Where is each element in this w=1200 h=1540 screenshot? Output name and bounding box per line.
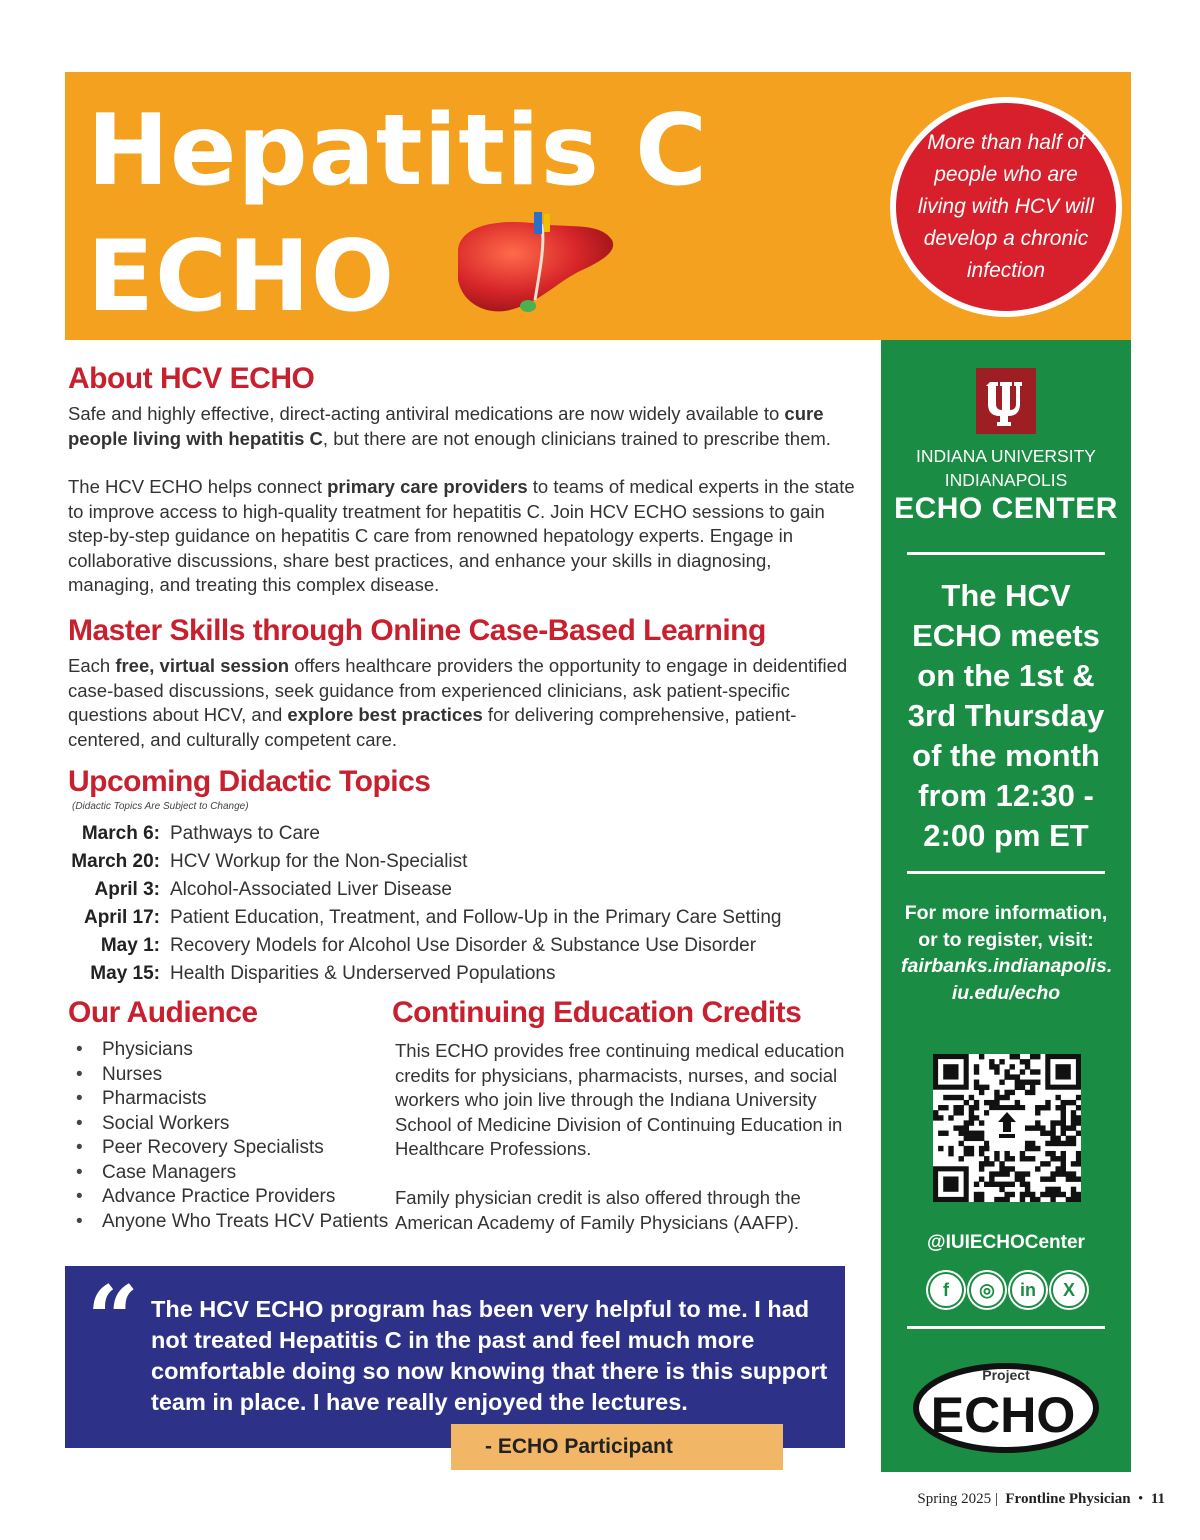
- svg-text:ECHO: ECHO: [930, 1387, 1076, 1443]
- divider: [907, 1326, 1105, 1329]
- linkedin-icon[interactable]: in: [1010, 1272, 1046, 1308]
- register-link[interactable]: fairbanks.indianapolis. iu.edu/echo: [901, 955, 1113, 1004]
- social-handle: @IUIECHOCenter: [927, 1232, 1085, 1253]
- instagram-icon[interactable]: ◎: [969, 1272, 1005, 1308]
- page-footer: Spring 2025 | Frontline Physician • 11: [917, 1491, 1165, 1507]
- quote-mark-icon: “: [87, 1266, 139, 1372]
- topic-date: March 20:: [71, 851, 160, 872]
- topic-text: HCV Workup for the Non-Specialist: [170, 851, 468, 872]
- topic-date: May 15:: [90, 963, 160, 984]
- social-links: [928, 1272, 1087, 1308]
- ce-paragraph-2: Family physician credit is also offered through the American Academy of Family Physicians (AAFP).: [395, 1187, 801, 1233]
- topic-text: Health Disparities & Underserved Populations: [170, 963, 556, 984]
- topic-date: March 6:: [81, 823, 160, 844]
- title-line-1: Hepatitis C: [87, 94, 709, 208]
- list-item: • Anyone Who Treats HCV Patients: [76, 1210, 389, 1232]
- divider: [907, 871, 1105, 874]
- list-item: • Physicians: [76, 1039, 193, 1060]
- header-banner: [65, 72, 1131, 340]
- liver-icon: [450, 210, 620, 320]
- list-item: • Nurses: [76, 1063, 163, 1085]
- topic-date: April 17:: [83, 907, 160, 928]
- topic-row: [68, 876, 858, 904]
- divider: [907, 552, 1105, 555]
- list-item: • Case Managers: [76, 1161, 237, 1183]
- topic-text: Patient Education, Treatment, and Follow-Up in the Primary Care Setting: [170, 907, 782, 928]
- echo-center-label: ECHO CENTER: [894, 492, 1118, 525]
- sidebar: [881, 340, 1131, 1472]
- topic-date: April 3:: [94, 879, 160, 900]
- ce-paragraph-1: This ECHO provides free continuing medical education credits for physicians, pharmacists, nurses, and social workers who join live through the Indiana University School of Medicine Division of Continuing Education in Healthcare Professions.: [395, 1040, 845, 1159]
- svg-text:Project: Project: [982, 1367, 1030, 1383]
- testimonial-text: The HCV ECHO program has been very helpful to me. I had not treated Hepatitis C in the past and feel much more comfortable doing so now knowing that there is this support team in place. I have really enjoyed the lectures.: [151, 1296, 828, 1415]
- topic-text: Alcohol-Associated Liver Disease: [170, 879, 452, 900]
- master-paragraph: Each free, virtual session offers healthcare providers the opportunity to engage in deidentified case-based discussions, seek guidance from experienced clinicians, ask patient-specific questions about HCV, and explore best practices for delivering comprehensive, patient-centered, and culturally competent care.: [68, 655, 848, 750]
- topic-row: [68, 848, 858, 876]
- topic-row: [68, 820, 858, 848]
- audience-list: [76, 1038, 388, 1234]
- topic-row: [68, 932, 858, 960]
- about-paragraph-2: The HCV ECHO helps connect primary care providers to teams of medical experts in the state to improve access to high-quality treatment for hepatitis C. Join HCV ECHO sessions to gain step-by-step guidance on hepatitis C care from renowned hepatology experts. Engage in collaborative discussions, share best practices, and enhance your skills in diagnosing, managing, and treating this complex disease.: [68, 476, 855, 595]
- topic-row: [68, 960, 858, 988]
- topic-text: Pathways to Care: [170, 823, 320, 844]
- audience-heading: Our Audience: [68, 996, 258, 1029]
- about-paragraph-1: Safe and highly effective, direct-acting antiviral medications are now widely available to cure people living with hepatitis C, but there are not enough clinicians trained to prescribe them.: [68, 403, 831, 449]
- list-item: • Social Workers: [76, 1112, 230, 1134]
- meeting-schedule: The HCV ECHO meets on the 1st & 3rd Thursday of the month from 12:30 - 2:00 pm ET: [907, 578, 1105, 853]
- title-line-2: ECHO: [87, 220, 396, 334]
- topics-heading: Upcoming Didactic Topics: [68, 765, 431, 798]
- testimonial-box: [65, 1266, 845, 1448]
- topic-row: [68, 904, 858, 932]
- more-info: For more information, or to register, visit: fairbanks.indianapolis. iu.edu/echo: [881, 900, 1131, 1006]
- list-item: • Advance Practice Providers: [76, 1186, 336, 1207]
- iu-name: INDIANA UNIVERSITY INDIANAPOLIS: [916, 446, 1096, 490]
- topics-note: (Didactic Topics Are Subject to Change): [72, 801, 249, 812]
- list-item: • Peer Recovery Specialists: [76, 1137, 324, 1158]
- facebook-icon[interactable]: f: [928, 1272, 964, 1308]
- project-echo-logo: [911, 1350, 1101, 1454]
- testimonial-attribution: - ECHO Participant: [451, 1424, 783, 1470]
- x-icon[interactable]: X: [1051, 1272, 1087, 1308]
- master-heading: Master Skills through Online Case-Based Learning: [68, 614, 766, 647]
- iu-trident-icon: [976, 368, 1036, 434]
- ce-heading: Continuing Education Credits: [392, 996, 802, 1029]
- qr-code[interactable]: [933, 1054, 1081, 1202]
- stat-badge: More than half of people who are living with HCV will develop a chronic infection: [890, 97, 1122, 317]
- topic-date: May 1:: [100, 935, 160, 956]
- topics-list: [68, 820, 858, 988]
- topic-text: Recovery Models for Alcohol Use Disorder & Substance Use Disorder: [170, 935, 757, 956]
- list-item: • Pharmacists: [76, 1088, 207, 1109]
- about-heading: About HCV ECHO: [68, 362, 315, 395]
